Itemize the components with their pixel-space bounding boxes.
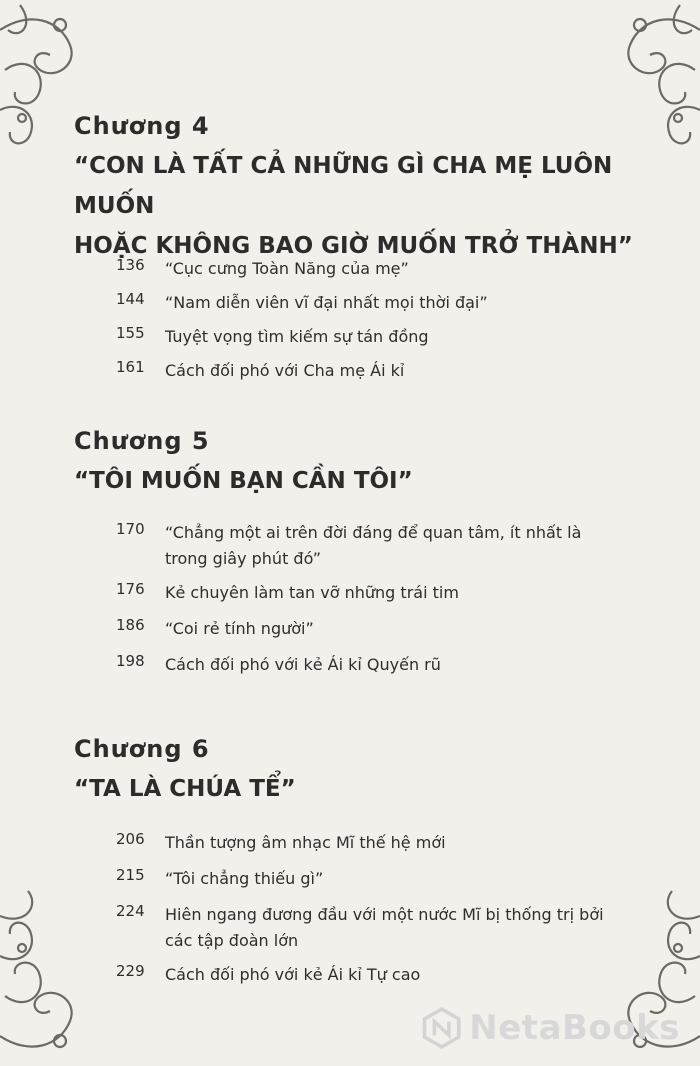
- entry-title: Cách đối phó với Cha mẹ Ái kỉ: [165, 361, 405, 380]
- chapter-6-heading: [74, 735, 634, 809]
- entry-title: Tuyệt vọng tìm kiếm sự tán đồng: [165, 327, 429, 346]
- watermark-text: NetaBooks: [469, 1008, 680, 1048]
- chapter-title-line: HOẶC KHÔNG BAO GIỜ MUỐN TRỞ THÀNH”: [74, 233, 633, 259]
- corner-ornament-bottom-left: [0, 886, 90, 1066]
- page-number: 229: [116, 962, 145, 980]
- entry-title: “Chẳng một ai trên đời đáng để quan tâm, ít nhất là trong giây phút đó”: [165, 523, 582, 568]
- watermark: [420, 1000, 680, 1056]
- page-number: 136: [116, 256, 145, 274]
- chapter-title-line: “TA LÀ CHÚA TỂ”: [74, 776, 296, 802]
- chapter-title-line: “CON LÀ TẤT CẢ NHỮNG GÌ CHA MẸ LUÔN MUỐN: [74, 153, 613, 219]
- chapter-title-line: “TÔI MUỐN BẠN CẦN TÔI”: [74, 468, 413, 494]
- page-number: 206: [116, 830, 145, 848]
- chapter-label: Chương 5: [74, 427, 210, 455]
- entry-title: Hiên ngang đương đầu với một nước Mĩ bị thống trị bởi các tập đoàn lớn: [165, 905, 604, 950]
- entry-title: Thần tượng âm nhạc Mĩ thế hệ mới: [165, 833, 446, 852]
- page-number: 155: [116, 324, 145, 342]
- page-number: 161: [116, 358, 145, 376]
- chapter-4-heading: [74, 112, 634, 266]
- page-number: 176: [116, 580, 145, 598]
- entry-title: “Nam diễn viên vĩ đại nhất mọi thời đại”: [165, 293, 488, 312]
- page-number: 186: [116, 616, 145, 634]
- entry-title: “Tôi chẳng thiếu gì”: [165, 869, 324, 888]
- page-number: 170: [116, 520, 145, 538]
- chapter-label: Chương 6: [74, 735, 210, 763]
- page-number: 144: [116, 290, 145, 308]
- page-number: 224: [116, 902, 145, 920]
- entry-title: Cách đối phó với kẻ Ái kỉ Quyến rũ: [165, 655, 441, 674]
- chapter-label: Chương 4: [74, 112, 210, 140]
- page-number: 215: [116, 866, 145, 884]
- page-number: 198: [116, 652, 145, 670]
- netabooks-logo-icon: [420, 1004, 463, 1052]
- entry-title: Cách đối phó với kẻ Ái kỉ Tự cao: [165, 965, 421, 984]
- entry-title: Kẻ chuyên làm tan vỡ những trái tim: [165, 583, 459, 602]
- chapter-5-heading: [74, 427, 634, 501]
- entry-title: “Cục cưng Toàn Năng của mẹ”: [165, 259, 409, 278]
- entry-title: “Coi rẻ tính người”: [165, 619, 314, 638]
